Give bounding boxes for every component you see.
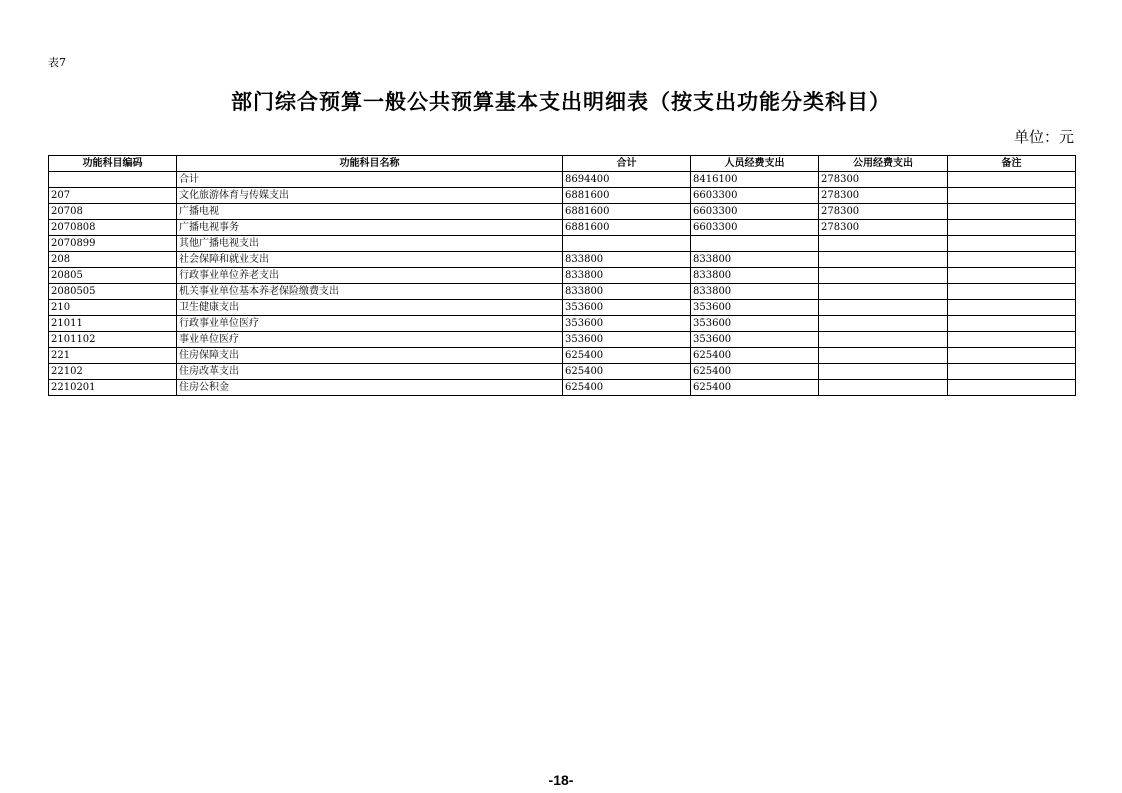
cell-total: 6881600 xyxy=(563,204,691,220)
table-row xyxy=(49,364,1076,380)
cell-function-code: 21011 xyxy=(49,316,177,332)
table-row xyxy=(49,380,1076,396)
cell-note xyxy=(948,252,1076,268)
cell-personnel-expense: 353600 xyxy=(691,316,819,332)
cell-note xyxy=(948,220,1076,236)
cell-public-expense xyxy=(819,332,948,348)
table-number: 表7 xyxy=(48,56,66,69)
cell-function-code: 208 xyxy=(49,252,177,268)
cell-function-code: 2080505 xyxy=(49,284,177,300)
cell-note xyxy=(948,316,1076,332)
cell-total: 353600 xyxy=(563,332,691,348)
cell-function-code: 2070899 xyxy=(49,236,177,252)
cell-personnel-expense: 833800 xyxy=(691,268,819,284)
cell-total: 6881600 xyxy=(563,188,691,204)
cell-function-name: 卫生健康支出 xyxy=(177,300,563,316)
cell-total: 6881600 xyxy=(563,220,691,236)
cell-public-expense xyxy=(819,348,948,364)
cell-function-code: 221 xyxy=(49,348,177,364)
cell-function-code: 2210201 xyxy=(49,380,177,396)
table-row xyxy=(49,188,1076,204)
cell-personnel-expense: 625400 xyxy=(691,380,819,396)
table-row xyxy=(49,172,1076,188)
cell-function-name: 广播电视事务 xyxy=(177,220,563,236)
cell-function-name: 事业单位医疗 xyxy=(177,332,563,348)
table-row xyxy=(49,332,1076,348)
header-note: 备注 xyxy=(948,156,1076,172)
table-row xyxy=(49,300,1076,316)
cell-total: 625400 xyxy=(563,364,691,380)
cell-public-expense xyxy=(819,316,948,332)
cell-note xyxy=(948,348,1076,364)
cell-personnel-expense xyxy=(691,236,819,252)
cell-note xyxy=(948,268,1076,284)
table-row xyxy=(49,348,1076,364)
cell-function-code: 2070808 xyxy=(49,220,177,236)
cell-function-name: 住房保障支出 xyxy=(177,348,563,364)
table-body xyxy=(49,172,1076,396)
cell-total: 833800 xyxy=(563,252,691,268)
cell-total: 353600 xyxy=(563,316,691,332)
cell-personnel-expense: 353600 xyxy=(691,300,819,316)
cell-function-name: 合计 xyxy=(177,172,563,188)
cell-public-expense: 278300 xyxy=(819,172,948,188)
cell-total: 833800 xyxy=(563,268,691,284)
cell-personnel-expense: 625400 xyxy=(691,364,819,380)
cell-personnel-expense: 6603300 xyxy=(691,220,819,236)
cell-function-name: 社会保障和就业支出 xyxy=(177,252,563,268)
cell-note xyxy=(948,300,1076,316)
cell-total: 8694400 xyxy=(563,172,691,188)
cell-public-expense xyxy=(819,364,948,380)
cell-function-name: 行政事业单位医疗 xyxy=(177,316,563,332)
cell-function-code: 22102 xyxy=(49,364,177,380)
cell-total: 625400 xyxy=(563,380,691,396)
cell-note xyxy=(948,380,1076,396)
cell-note xyxy=(948,364,1076,380)
table-row xyxy=(49,316,1076,332)
cell-function-code xyxy=(49,172,177,188)
cell-total: 833800 xyxy=(563,284,691,300)
cell-function-code: 2101102 xyxy=(49,332,177,348)
header-public-expense: 公用经费支出 xyxy=(819,156,948,172)
cell-public-expense xyxy=(819,268,948,284)
header-function-name: 功能科目名称 xyxy=(177,156,563,172)
cell-personnel-expense: 833800 xyxy=(691,252,819,268)
cell-personnel-expense: 6603300 xyxy=(691,204,819,220)
cell-personnel-expense: 8416100 xyxy=(691,172,819,188)
table-row xyxy=(49,220,1076,236)
cell-public-expense: 278300 xyxy=(819,220,948,236)
cell-note xyxy=(948,172,1076,188)
page-title: 部门综合预算一般公共预算基本支出明细表（按支出功能分类科目） xyxy=(231,90,891,114)
cell-note xyxy=(948,204,1076,220)
cell-function-name: 住房改革支出 xyxy=(177,364,563,380)
cell-function-name: 行政事业单位养老支出 xyxy=(177,268,563,284)
cell-function-code: 20708 xyxy=(49,204,177,220)
cell-note xyxy=(948,332,1076,348)
cell-personnel-expense: 6603300 xyxy=(691,188,819,204)
cell-total: 353600 xyxy=(563,300,691,316)
header-personnel-expense: 人员经费支出 xyxy=(691,156,819,172)
cell-public-expense xyxy=(819,284,948,300)
cell-function-name: 机关事业单位基本养老保险缴费支出 xyxy=(177,284,563,300)
cell-public-expense xyxy=(819,300,948,316)
cell-function-code: 207 xyxy=(49,188,177,204)
cell-personnel-expense: 625400 xyxy=(691,348,819,364)
cell-note xyxy=(948,188,1076,204)
cell-function-name: 广播电视 xyxy=(177,204,563,220)
table-header-row xyxy=(49,156,1076,172)
cell-function-name: 文化旅游体育与传媒支出 xyxy=(177,188,563,204)
unit-label: 单位：元 xyxy=(1013,128,1074,146)
header-function-code: 功能科目编码 xyxy=(49,156,177,172)
cell-public-expense: 278300 xyxy=(819,204,948,220)
cell-personnel-expense: 353600 xyxy=(691,332,819,348)
cell-function-name: 住房公积金 xyxy=(177,380,563,396)
cell-public-expense xyxy=(819,236,948,252)
cell-note xyxy=(948,284,1076,300)
cell-total: 625400 xyxy=(563,348,691,364)
cell-total xyxy=(563,236,691,252)
table-row xyxy=(49,236,1076,252)
cell-public-expense: 278300 xyxy=(819,188,948,204)
page-number: -18- xyxy=(548,772,574,788)
cell-public-expense xyxy=(819,252,948,268)
table-row xyxy=(49,252,1076,268)
table-row xyxy=(49,284,1076,300)
cell-public-expense xyxy=(819,380,948,396)
cell-note xyxy=(948,236,1076,252)
cell-personnel-expense: 833800 xyxy=(691,284,819,300)
cell-function-code: 210 xyxy=(49,300,177,316)
expenditure-detail-table xyxy=(48,155,1076,396)
table-row xyxy=(49,268,1076,284)
table-row xyxy=(49,204,1076,220)
cell-function-code: 20805 xyxy=(49,268,177,284)
header-total: 合计 xyxy=(563,156,691,172)
cell-function-name: 其他广播电视支出 xyxy=(177,236,563,252)
